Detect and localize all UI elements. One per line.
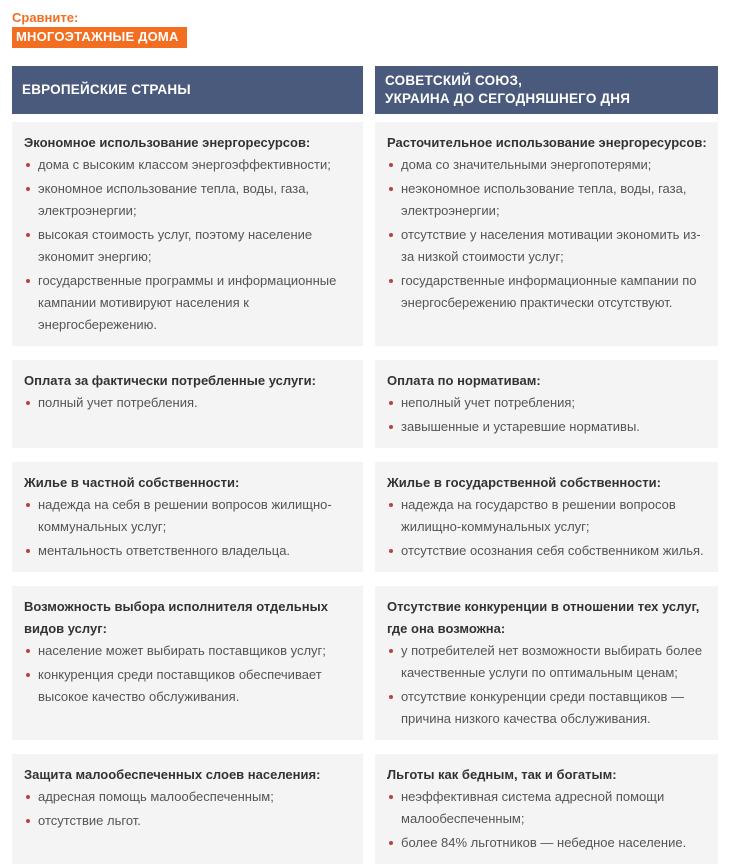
bullet-list <box>24 392 355 414</box>
bullet-text: дома с высоким классом энергоэффективности; <box>38 157 331 172</box>
cell-energy-soviet <box>375 122 718 346</box>
bullet-icon <box>26 187 30 191</box>
section-title: Экономное использование энергоресурсов: <box>24 135 311 150</box>
list-item <box>387 540 710 562</box>
bullet-text: население может выбирать поставщиков услуг; <box>38 643 326 658</box>
bullet-list <box>24 640 355 708</box>
bullet-text: у потребителей нет возможности выбирать более качественные услуги по оптимальным ценам; <box>401 643 703 680</box>
section-title: Возможность выбора исполнителя отдельных видов услуг: <box>24 599 328 636</box>
section-title: Расточительное использование энергоресурсов: <box>387 135 707 150</box>
bullet-icon <box>26 163 30 167</box>
bullet-text: неэффективная система адресной помощи малообеспеченным; <box>401 789 665 826</box>
list-item <box>24 178 355 222</box>
cell-payment-european <box>12 360 363 448</box>
bullet-icon <box>389 401 393 405</box>
list-item <box>24 540 355 562</box>
cell-competition-european <box>12 586 363 740</box>
bullet-text: отсутствие конкуренции среди поставщиков — причина низкого качества обслуживания. <box>401 689 685 726</box>
list-item <box>24 392 355 414</box>
list-item <box>24 154 355 176</box>
cell-ownership-soviet <box>375 462 718 572</box>
column-header-soviet <box>375 66 718 114</box>
bullet-text: экономное использование тепла, воды, газа, электроэнергии; <box>38 181 310 218</box>
bullet-list <box>24 494 355 562</box>
list-item <box>24 224 355 268</box>
bullet-icon <box>389 795 393 799</box>
bullet-list <box>387 392 710 438</box>
list-item <box>387 786 710 830</box>
section-title: Льготы как бедным, так и богатым: <box>387 767 617 782</box>
bullet-icon <box>389 279 393 283</box>
list-item <box>24 640 355 662</box>
table-row <box>12 360 718 448</box>
bullet-list <box>24 154 355 336</box>
column-header-label-line2: УКРАИНА ДО СЕГОДНЯШНЕГО ДНЯ <box>385 91 631 106</box>
bullet-icon <box>26 549 30 553</box>
section-title: Отсутствие конкуренции в отношении тех услуг, где она возможна: <box>387 599 700 636</box>
list-item <box>387 154 710 176</box>
bullet-icon <box>26 279 30 283</box>
bullet-icon <box>26 233 30 237</box>
bullet-icon <box>26 819 30 823</box>
bullet-text: адресная помощь малообеспеченным; <box>38 789 274 804</box>
section-title: Жилье в частной собственности: <box>24 475 240 490</box>
comparison-rows <box>12 122 718 864</box>
cell-energy-european <box>12 122 363 346</box>
bullet-text: ментальность ответственного владельца. <box>38 543 291 558</box>
bullet-list <box>387 154 710 314</box>
list-item <box>387 270 710 314</box>
bullet-text: полный учет потребления. <box>38 395 198 410</box>
list-item <box>387 640 710 684</box>
column-header-european <box>12 66 363 114</box>
list-item <box>24 664 355 708</box>
list-item <box>387 494 710 538</box>
list-item <box>387 224 710 268</box>
section-title: Защита малообеспеченных слоев населения: <box>24 767 321 782</box>
list-item <box>387 392 710 414</box>
bullet-list <box>387 786 710 854</box>
bullet-list <box>387 640 710 730</box>
section-title: Жилье в государственной собственности: <box>387 475 661 490</box>
bullet-text: государственные программы и информационные кампании мотивируют населения к энергосбережению. <box>38 273 337 332</box>
bullet-icon <box>26 503 30 507</box>
bullet-text: надежда на государство в решении вопросов жилищно-коммунальных услуг; <box>401 497 676 534</box>
list-item <box>24 270 355 336</box>
bullet-text: неэкономное использование тепла, воды, газа, электроэнергии; <box>401 181 687 218</box>
section-title: Оплата по нормативам: <box>387 373 541 388</box>
bullet-icon <box>389 695 393 699</box>
bullet-text: завышенные и устаревшие нормативы. <box>401 419 640 434</box>
cell-welfare-soviet <box>375 754 718 864</box>
cell-ownership-european <box>12 462 363 572</box>
list-item <box>24 810 355 832</box>
table-row <box>12 462 718 572</box>
bullet-icon <box>26 673 30 677</box>
bullet-text: дома со значительными энергопотерями; <box>401 157 652 172</box>
compare-label: Сравните: <box>12 10 79 25</box>
bullet-icon <box>26 401 30 405</box>
bullet-list <box>24 786 355 832</box>
table-row <box>12 754 718 864</box>
table-row <box>12 586 718 740</box>
bullet-text: отсутствие осознания себя собственником жилья. <box>401 543 704 558</box>
cell-competition-soviet <box>375 586 718 740</box>
list-item <box>387 686 710 730</box>
list-item <box>24 494 355 538</box>
bullet-icon <box>389 841 393 845</box>
list-item <box>387 832 710 854</box>
table-row <box>12 122 718 346</box>
bullet-icon <box>26 795 30 799</box>
bullet-icon <box>389 649 393 653</box>
bullet-text: высокая стоимость услуг, поэтому население экономит энергию; <box>38 227 313 264</box>
topic-badge: МНОГОЭТАЖНЫЕ ДОМА <box>12 27 187 48</box>
bullet-text: государственные информационные кампании по энергосбережению практически отсутствуют. <box>401 273 697 310</box>
bullet-icon <box>389 163 393 167</box>
bullet-list <box>387 494 710 562</box>
bullet-text: отсутствие у населения мотивации экономить из-за низкой стоимости услуг; <box>401 227 701 264</box>
bullet-text: отсутствие льгот. <box>38 813 141 828</box>
bullet-icon <box>389 233 393 237</box>
bullet-text: конкуренция среди поставщиков обеспечивает высокое качество обслуживания. <box>38 667 322 704</box>
cell-welfare-european <box>12 754 363 864</box>
list-item <box>24 786 355 808</box>
column-header-label: ЕВРОПЕЙСКИЕ СТРАНЫ <box>22 82 191 97</box>
section-title: Оплата за фактически потребленные услуги: <box>24 373 316 388</box>
cell-payment-soviet <box>375 360 718 448</box>
bullet-icon <box>389 187 393 191</box>
list-item <box>387 416 710 438</box>
bullet-text: неполный учет потребления; <box>401 395 576 410</box>
table-header <box>12 66 718 114</box>
column-header-label-line1: СОВЕТСКИЙ СОЮЗ, <box>385 73 523 88</box>
bullet-icon <box>389 425 393 429</box>
bullet-icon <box>26 649 30 653</box>
bullet-text: надежда на себя в решении вопросов жилищно-коммунальных услуг; <box>38 497 332 534</box>
bullet-icon <box>389 549 393 553</box>
bullet-text: более 84% льготников — небедное население. <box>401 835 687 850</box>
list-item <box>387 178 710 222</box>
bullet-icon <box>389 503 393 507</box>
